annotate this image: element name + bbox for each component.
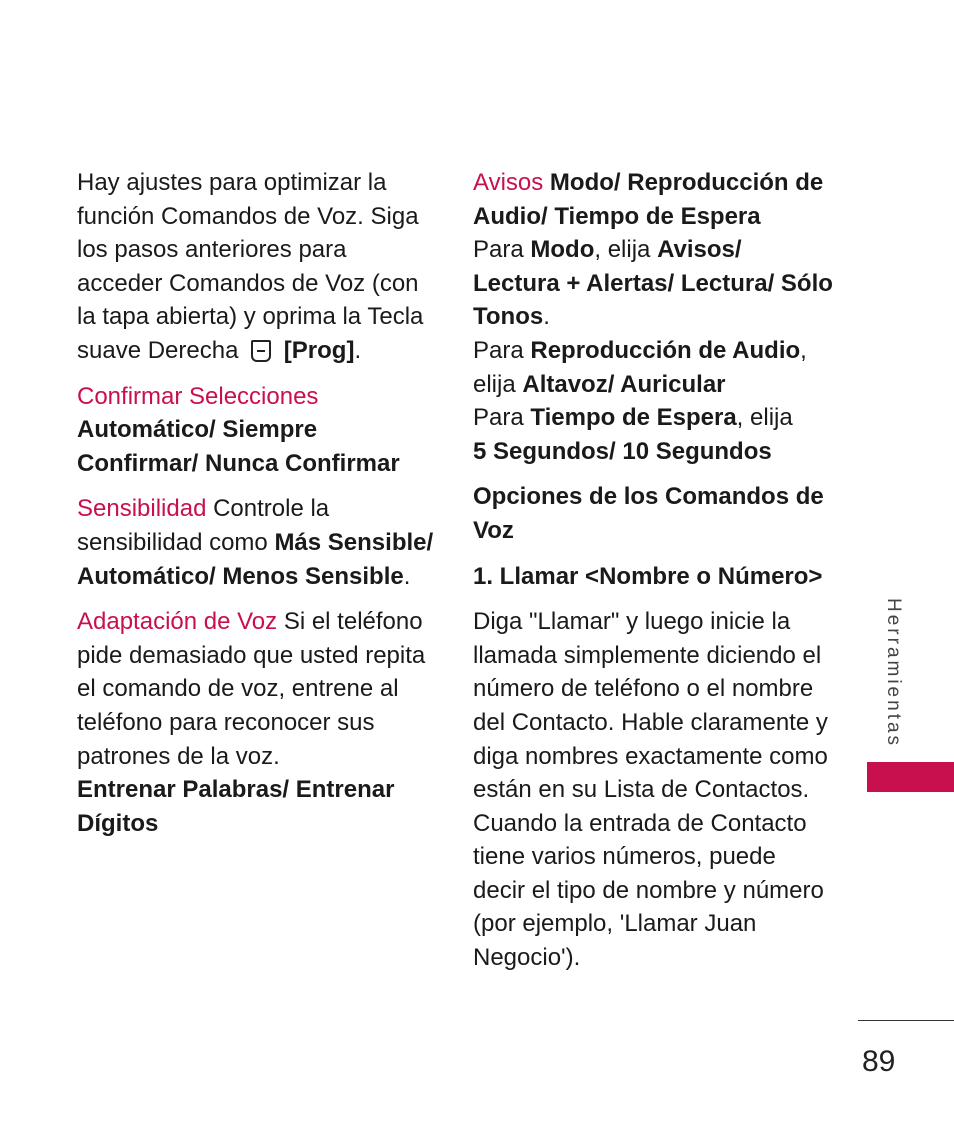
modo-end: . [543,303,550,331]
repro-mid: , elija [473,336,807,398]
sensibilidad-heading: Sensibilidad [77,495,207,523]
side-tab-label: Herramientas [883,598,904,749]
opciones-heading: Opciones de los Comandos de Voz [473,483,824,544]
modo-label: Modo [530,236,595,264]
llamar-text: Diga "Llamar" y luego inicie la llamada simplemente diciendo el número de teléfono o el nombre del Contacto. Hable claramente y diga nombres exactamente como están en su Lista de Contactos. Cuando la entrada de Contacto tiene varios números, puede decir el tipo de nombre y número (por ejemplo, 'Llamar Juan Negocio'). [473,608,828,972]
intro-text: Hay ajustes para optimizar la función Comandos de Voz. Siga los pasos anteriores para acceder Comandos de Voz (con la tapa abierta) y oprima la Tecla suave Derecha [77,169,424,364]
sensibilidad-options: Más Sensible/ Automático/ Menos Sensible [77,528,434,590]
repro-options: Altavoz/ Auricular [522,370,726,398]
right-column [473,166,833,987]
tiempo-pre: Para [473,404,531,432]
repro-pre: Para [473,336,531,364]
intro-end: . [354,336,362,364]
soft-key-icon [251,340,271,362]
avisos-heading: Avisos [473,169,544,196]
sensibilidad-section [77,492,437,593]
modo-mid: , elija [594,236,658,264]
confirmar-section [77,380,437,481]
avisos-section [473,166,833,468]
sensibilidad-text: Controle la sensibilidad como [77,495,330,556]
adaptacion-text: Si el teléfono pide demasiado que usted repita el comando de voz, entrene al teléfono para reconocer sus patrones de la voz. [77,608,426,770]
tiempo-options: 5 Segundos/ 10 Segundos [473,437,772,465]
avisos-title: Modo/ Reproducción de Audio/ Tiempo de Espera [473,169,824,230]
intro-paragraph [77,166,437,368]
modo-options: Avisos/ Lectura + Alertas/ Lectura/ Sólo Tonos [473,236,833,331]
left-column [77,166,437,852]
prog-label: [Prog] [283,336,355,364]
adaptacion-options: Entrenar Palabras/ Entrenar Dígitos [77,776,395,837]
tiempo-label: Tiempo de Espera [530,404,737,432]
llamar-heading: 1. Llamar <Nombre o Número> [473,562,823,590]
page-number: 89 [862,1045,896,1078]
adaptacion-heading: Adaptación de Voz [77,608,278,636]
adaptacion-section [77,605,437,840]
confirmar-heading: Confirmar Selecciones [77,382,319,410]
repro-label: Reproducción de Audio [530,336,801,364]
modo-pre: Para [473,236,531,264]
sensibilidad-end: . [403,562,411,590]
confirmar-options: Automático/ Siempre Confirmar/ Nunca Confirmar [77,416,400,477]
tiempo-mid: , elija [736,404,793,432]
side-tab-bar [867,762,954,792]
footer-rule [858,1020,954,1021]
